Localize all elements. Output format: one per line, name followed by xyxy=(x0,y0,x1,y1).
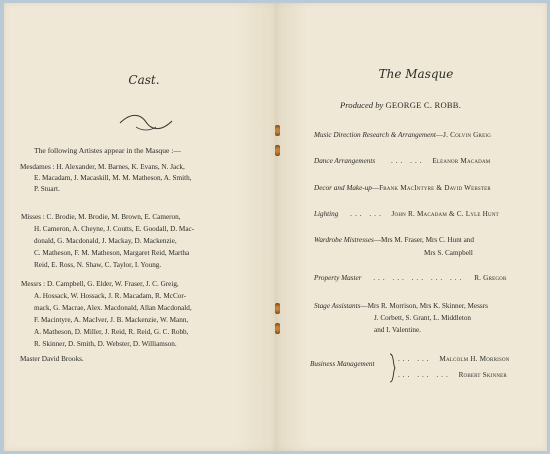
messrs-line: A. Hossack, W. Hossack, J. R. Macadam, R. McCor- xyxy=(34,292,186,300)
staple xyxy=(275,323,280,334)
credit-decor xyxy=(314,183,546,194)
misses-line: donald, G. Macdonald, J. Mackay, D. Mackenzie, xyxy=(34,237,177,245)
messrs-line: A. Matheson, D. Miller, J. Reid, R. Reid, G. C. Robb, xyxy=(34,328,189,336)
brace xyxy=(388,353,396,383)
credit-leader: — xyxy=(371,184,380,192)
cast-heading: Cast. xyxy=(128,73,160,87)
mesdames-line: P. Stuart. xyxy=(34,185,60,193)
credit-name: John R. Macadam & C. Lyle Hunt xyxy=(391,210,499,218)
business-line-1 xyxy=(398,354,548,365)
messrs-line: R. Skinner, D. Smith, D. Webster, D. Williamson. xyxy=(34,340,177,348)
credit-leader: ... ... xyxy=(350,210,384,218)
credit-role: Decor and Make-up xyxy=(314,184,372,192)
credit-name: R. Gregor xyxy=(474,274,507,282)
business-line-2 xyxy=(398,370,548,381)
misses-line: Misses : C. Brodie, M. Brodie, M. Brown, E. Cameron, xyxy=(21,213,181,221)
right-page xyxy=(276,3,547,451)
misses-line: Reid, E. Ross, N. Shaw, C. Taylor, I. Young. xyxy=(34,261,162,269)
credit-role: Music Direction Research & Arrangement xyxy=(314,131,436,139)
credit-property xyxy=(314,273,544,284)
credit-stage-cont: J. Corbett, S. Grant, L. Middleton xyxy=(374,314,472,322)
producer-name: GEORGE C. ROBB. xyxy=(385,100,462,110)
mesdames-line: E. Macadam, J. Macaskill, M. M. Matheson, A. Smith, xyxy=(34,174,192,182)
misses-line: H. Cameron, A. Cheyne, J. Coutts, E. Goodall, D. Mac- xyxy=(34,225,195,233)
credit-leader: ... ... ... ... ... xyxy=(373,274,465,282)
credit-leader: — xyxy=(435,131,444,139)
credit-role: Wardrobe Mistresses xyxy=(314,236,374,244)
staple xyxy=(275,125,280,136)
credit-name: J. Colvin Greig xyxy=(443,131,492,139)
credit-name: Mrs R. Morrison, Mrs K. Skinner, Messrs xyxy=(367,302,488,310)
credit-wardrobe-cont: Mrs S. Campbell xyxy=(424,249,473,257)
business-leader: ... ... xyxy=(398,355,432,363)
business-name: Robert Skinner xyxy=(458,371,507,379)
left-page xyxy=(4,3,276,451)
business-name: Malcolm H. Morrison xyxy=(439,355,510,363)
produced-by-label: Produced by xyxy=(340,100,384,110)
cast-intro: The following Artistes appear in the Masque :— xyxy=(34,146,181,155)
credit-role: Dance Arrangements xyxy=(314,157,376,165)
credit-lighting xyxy=(314,209,544,220)
messrs-line: mack, G. Macrae, Alex. Macdonald, Allan Macdonald, xyxy=(34,304,192,312)
credit-stage-cont: and I. Valentine. xyxy=(374,326,421,334)
business-leader: ... ... ... xyxy=(398,371,451,379)
programme-spread xyxy=(4,3,547,451)
credit-stage xyxy=(314,301,546,312)
credit-role: Property Master xyxy=(314,274,362,282)
staple xyxy=(275,303,280,314)
business-role: Business Management xyxy=(310,360,375,368)
credit-name: Frank MacIntyre & David Webster xyxy=(379,184,491,192)
ornament-swash xyxy=(116,111,176,133)
messrs-line: Messrs : D. Campbell, G. Elder, W. Fraser, J. C. Greig, xyxy=(21,280,179,288)
credit-leader: — xyxy=(360,302,368,310)
staple xyxy=(275,145,280,156)
credit-name: Eleanor Macadam xyxy=(432,157,491,165)
credit-leader: — xyxy=(373,236,382,244)
credit-dance xyxy=(314,156,544,167)
credit-name: Mrs M. Fraser, Mrs C. Hunt and xyxy=(381,236,474,244)
credit-leader: ... ... xyxy=(390,157,425,165)
mesdames-line: Mesdames : H. Alexander, M. Barnes, K. Evans, N. Jack, xyxy=(20,163,185,171)
misses-line: C. Matheson, F. M. Matheson, Margaret Reid, Martha xyxy=(34,249,190,257)
messrs-line: F. Macintyre, A. MacIver, J. B. Mackenzie, W. Mann, xyxy=(34,316,189,324)
credit-wardrobe xyxy=(314,235,544,246)
masque-heading: The Masque xyxy=(378,67,454,81)
credit-role: Stage Assistants xyxy=(314,302,361,310)
produced-by-line xyxy=(340,99,540,111)
master-line: Master David Brooks. xyxy=(20,355,84,363)
credit-music xyxy=(314,130,544,141)
credit-role: Lighting xyxy=(314,210,339,218)
